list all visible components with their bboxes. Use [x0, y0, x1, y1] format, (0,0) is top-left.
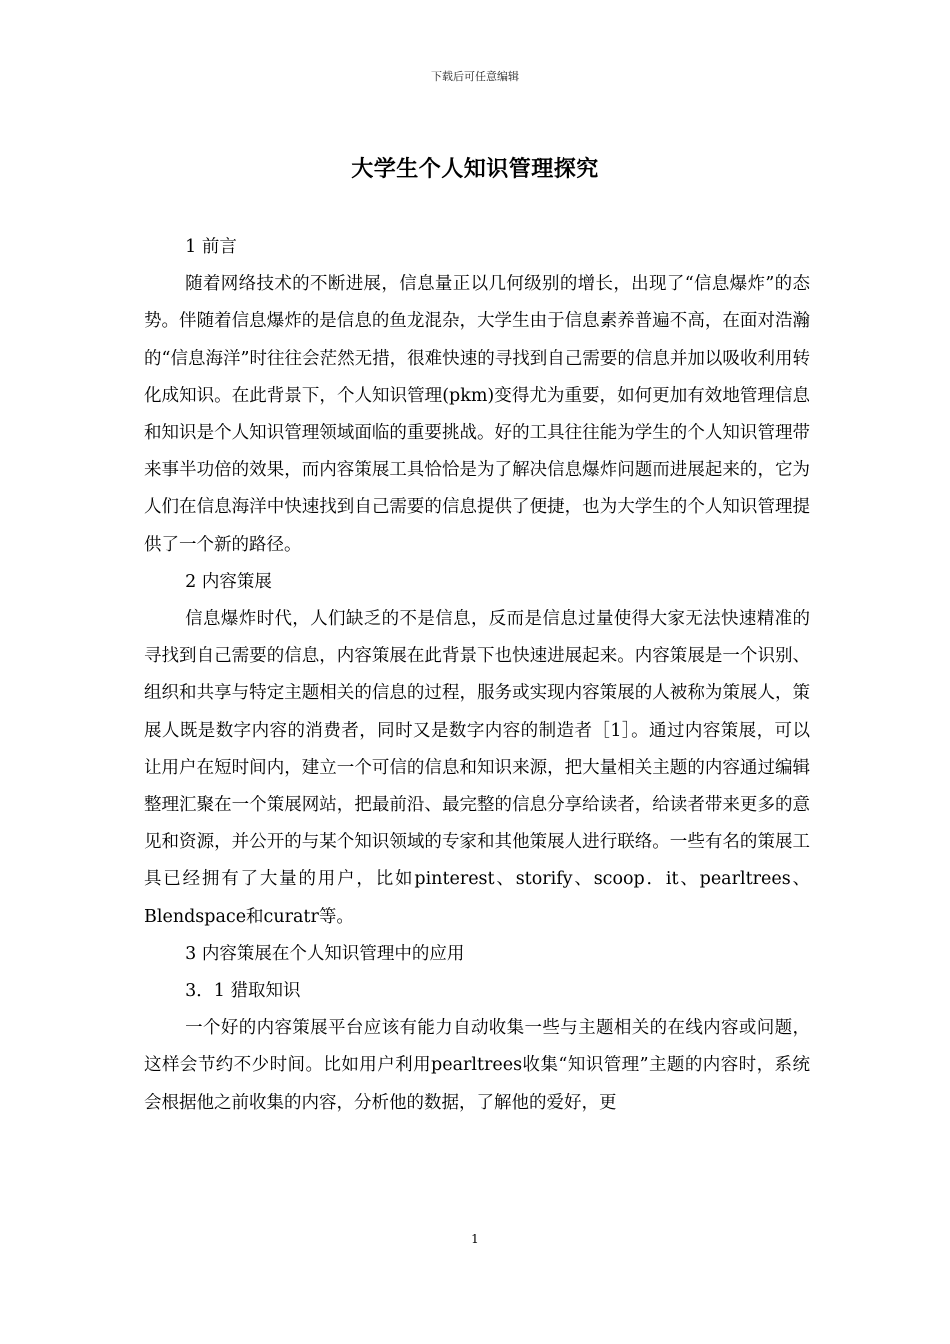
paragraph: 随着网络技术的不断进展，信息量正以几何级别的增长，出现了“信息爆炸”的态势。伴随着信息爆炸的是信息的鱼龙混杂，大学生由于信息素养普遍不高，在面对浩瀚的“信息海洋”时往往会茫然无措，很难快速的寻找到自己需要的信息并加以吸收利用转化成知识。在此背景下，个人知识管理(pkm)变得尤为重要，如何更加有效地管理信息和知识是个人知识管理领域面临的重要挑战。好的工具往往能为学生的个人知识管理带来事半功倍的效果，而内容策展工具恰恰是为了解决信息爆炸问题而进展起来的，它为人们在信息海洋中快速找到自己需要的信息提供了便捷，也为大学生的个人知识管理提供了一个新的路径。 — [144, 274, 810, 555]
section-heading: 2 内容策展 — [185, 571, 272, 592]
document-title: 大学生个人知识管理探究 — [351, 156, 599, 182]
section-heading: 3 内容策展在个人知识管理中的应用 — [185, 943, 465, 964]
paragraph: 一个好的内容策展平台应该有能力自动收集一些与主题相关的在线内容或问题，这样会节约不少时间。比如用户利用pearltrees收集“知识管理”主题的内容时，系统会根据他之前收集的内容，分析他的数据，了解他的爱好，更 — [144, 1018, 810, 1113]
document-body — [144, 229, 810, 1122]
subsection-heading: 3．1 猎取知识 — [185, 981, 301, 1002]
paragraph: 信息爆炸时代，人们缺乏的不是信息，反而是信息过量使得大家无法快速精准的寻找到自己需要的信息，内容策展在此背景下也快速进展起来。内容策展是一个识别、组织和共享与特定主题相关的信息的过程，服务或实现内容策展的人被称为策展人，策展人既是数字内容的消费者，同时又是数字内容的制造者［1］。通过内容策展，可以让用户在短时间内，建立一个可信的信息和知识来源，把大量相关主题的内容通过编辑整理汇聚在一个策展网站，把最前沿、最完整的信息分享给读者，给读者带来更多的意见和资源，并公开的与某个知识领域的专家和其他策展人进行联络。一些有名的策展工具已经拥有了大量的用户，比如pinterest、storify、scoop．it、pearltrees、Blendspace和curatr等。 — [144, 609, 810, 927]
page-number: 1 — [471, 1232, 479, 1246]
section-heading: 1 前言 — [185, 237, 237, 257]
header-note: 下载后可任意编辑 — [431, 70, 519, 83]
